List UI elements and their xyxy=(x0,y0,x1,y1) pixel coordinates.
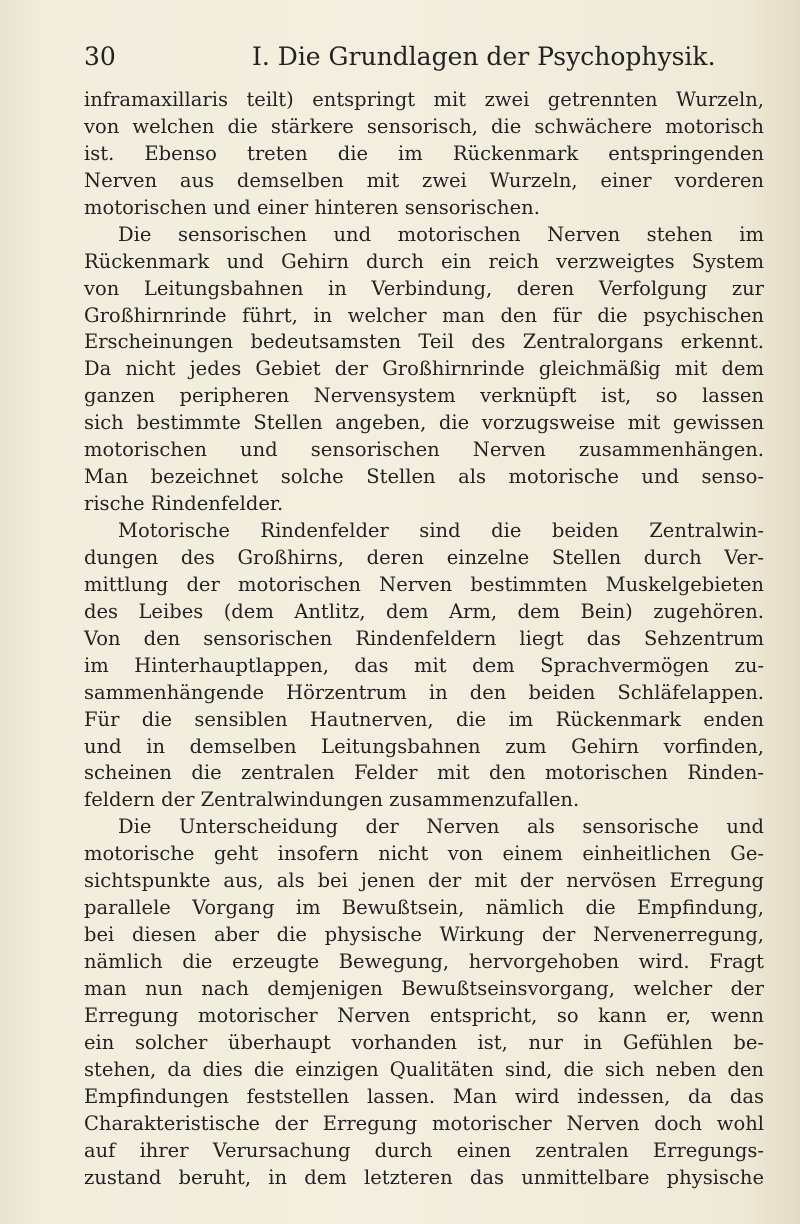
text-line: motorische geht insofern nicht von einem einheitlichen Ge- xyxy=(84,842,764,866)
text-line: sammenhängende Hörzentrum in den beiden Schläfelappen. xyxy=(84,680,764,704)
text-line: sichtspunkte aus, als bei jenen der mit der nervösen Erregung xyxy=(84,869,764,893)
text-line: man nun nach demjenigen Bewußtseinsvorgang, welcher der xyxy=(84,976,764,1000)
text-line: Für die sensiblen Hautnerven, die im Rückenmark enden xyxy=(84,707,764,731)
text-line: Erscheinungen bedeutsamsten Teil des Zentralorgans erkennt. xyxy=(84,330,764,354)
text-line: Rückenmark und Gehirn durch ein reich verzweigtes System xyxy=(84,249,764,273)
text-line: Die sensorischen und motorischen Nerven stehen im xyxy=(118,222,764,246)
text-line: Die Unterscheidung der Nerven als sensorische und xyxy=(118,815,764,839)
text-line: Charakteristische der Erregung motorischer Nerven doch wohl xyxy=(84,1111,764,1135)
text-line: sich bestimmte Stellen angeben, die vorzugsweise mit gewissen xyxy=(84,411,764,435)
text-line: Erregung motorischer Nerven entspricht, so kann er, wenn xyxy=(84,1003,764,1027)
text-line: dungen des Großhirns, deren einzelne Stellen durch Ver- xyxy=(84,545,764,569)
text-line: stehen, da dies die einzigen Qualitäten sind, die sich neben den xyxy=(84,1057,764,1081)
text-line: ganzen peripheren Nervensystem verknüpft ist, so lassen xyxy=(84,384,764,408)
text-line: Großhirnrinde führt, in welcher man den für die psychischen xyxy=(84,303,764,327)
text-line: Man bezeichnet solche Stellen als motorische und senso- xyxy=(84,465,764,489)
text-line: Empfindungen feststellen lassen. Man wird indessen, da das xyxy=(84,1084,764,1108)
text-line: Nerven aus demselben mit zwei Wurzeln, einer vorderen xyxy=(84,168,764,192)
text-line: bei diesen aber die physische Wirkung der Nervenerregung, xyxy=(84,923,764,947)
text-line: Von den sensorischen Rindenfeldern liegt das Sehzentrum xyxy=(84,626,764,650)
text-line: auf ihrer Verursachung durch einen zentralen Erregungs- xyxy=(84,1138,764,1162)
text-line: von Leitungsbahnen in Verbindung, deren Verfolgung zur xyxy=(84,276,764,300)
text-line: und in demselben Leitungsbahnen zum Gehirn vorfinden, xyxy=(84,734,764,758)
running-head: I. Die Grundlagen der Psychophysik. xyxy=(252,42,716,71)
text-line: feldern der Zentralwindungen zusammenzufallen. xyxy=(84,788,580,812)
text-line: des Leibes (dem Antlitz, dem Arm, dem Bein) zugehören. xyxy=(84,599,764,623)
text-line: ist. Ebenso treten die im Rückenmark entspringenden xyxy=(84,141,764,165)
text-line: Da nicht jedes Gebiet der Großhirnrinde gleichmäßig mit dem xyxy=(84,357,764,381)
text-line: im Hinterhauptlappen, das mit dem Sprachvermögen zu- xyxy=(84,653,764,677)
text-line: zustand beruht, in dem letzteren das unmittelbare physische xyxy=(84,1165,764,1189)
text-line: Motorische Rindenfelder sind die beiden Zentralwin- xyxy=(118,519,764,542)
text-line: ein solcher überhaupt vorhanden ist, nur in Gefühlen be- xyxy=(84,1030,764,1054)
text-line: rische Rindenfelder. xyxy=(84,492,284,516)
text-line: von welchen die stärkere sensorisch, die schwächere motorisch xyxy=(84,114,764,138)
body-text xyxy=(84,87,764,1191)
page-number: 30 xyxy=(84,42,116,71)
text-line: motorischen und einer hinteren sensorischen. xyxy=(84,195,540,219)
text-line: mittlung der motorischen Nerven bestimmten Muskelgebieten xyxy=(84,572,764,596)
text-line: parallele Vorgang im Bewußtsein, nämlich die Empfindung, xyxy=(84,896,764,920)
text-line: scheinen die zentralen Felder mit den motorischen Rinden- xyxy=(84,761,764,785)
text-line: inframaxillaris teilt) entspringt mit zwei getrennten Wurzeln, xyxy=(84,88,764,111)
text-line: nämlich die erzeugte Bewegung, hervorgehoben wird. Fragt xyxy=(84,950,764,973)
text-line: motorischen und sensorischen Nerven zusammenhängen. xyxy=(84,438,764,462)
